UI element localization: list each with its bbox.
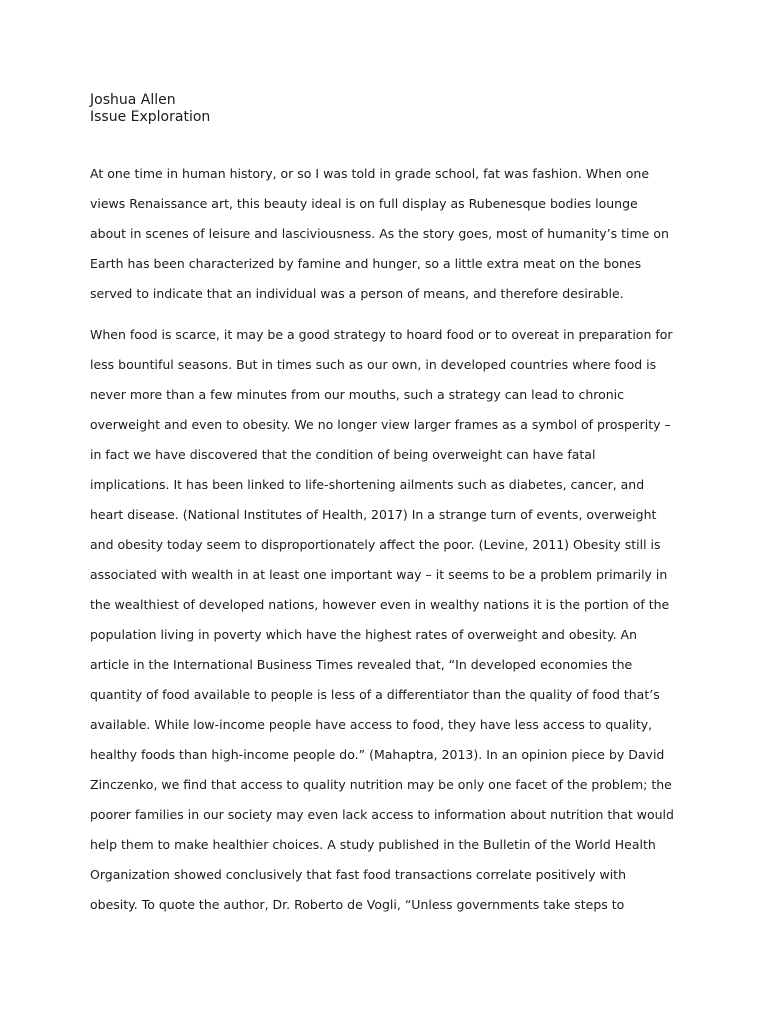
paragraph-2-line-19: Organization showed conclusively that fast food transactions correlate positively with: [90, 867, 627, 882]
paragraph-2-line-7: heart disease. (National Institutes of Health, 2017) In a strange turn of events, overweight: [90, 507, 657, 522]
paragraph-1-line-4: Earth has been characterized by famine and hunger, so a little extra meat on the bones: [90, 256, 642, 271]
document-title: Issue Exploration: [90, 109, 211, 125]
document-heading: [90, 92, 210, 126]
paragraph-2-line-2: less bountiful seasons. But in times such as our own, in developed countries where food is: [90, 357, 657, 372]
paragraph-2-line-6: implications. It has been linked to life-shortening ailments such as diabetes, cancer, and: [90, 477, 645, 492]
paragraph-1-line-2: views Renaissance art, this beauty ideal is on full display as Rubenesque bodies lounge: [90, 196, 638, 211]
paragraph-1-line-1: At one time in human history, or so I was told in grade school, fat was fashion. When one: [90, 166, 650, 181]
paragraph-2-line-14: available. While low-income people have access to food, they have less access to quality,: [90, 717, 653, 732]
paragraph-2-line-8: and obesity today seem to disproportionately affect the poor. (Levine, 2011) Obesity still is: [90, 537, 661, 552]
paragraph-2-line-13: quantity of food available to people is less of a differentiator than the quality of food that’s: [90, 687, 660, 702]
paragraph-1-line-3: about in scenes of leisure and lasciviousness. As the story goes, most of humanity’s time on: [90, 226, 669, 241]
paragraph-2-line-10: the wealthiest of developed nations, however even in wealthy nations it is the portion of the: [90, 597, 670, 612]
paragraph-2-line-12: article in the International Business Times revealed that, “In developed economies the: [90, 657, 633, 672]
paragraph-2-line-16: Zinczenko, we find that access to quality nutrition may be only one facet of the problem; the: [90, 777, 672, 792]
paragraph-2-line-15: healthy foods than high-income people do.” (Mahaptra, 2013). In an opinion piece by David: [90, 747, 665, 762]
paragraph-2-line-18: help them to make healthier choices. A study published in the Bulletin of the World Health: [90, 837, 656, 852]
paragraph-2-line-3: never more than a few minutes from our mouths, such a strategy can lead to chronic: [90, 387, 625, 402]
author-name: Joshua Allen: [90, 92, 176, 108]
paragraph-2-line-4: overweight and even to obesity. We no longer view larger frames as a symbol of prosperity –: [90, 417, 671, 432]
paragraph-2-line-11: population living in poverty which have the highest rates of overweight and obesity. An: [90, 627, 638, 642]
paragraph-2-line-9: associated with wealth in at least one important way – it seems to be a problem primarily in: [90, 567, 668, 582]
paragraph-2-line-5: in fact we have discovered that the condition of being overweight can have fatal: [90, 447, 596, 462]
paragraph-2-line-17: poorer families in our society may even lack access to information about nutrition that would: [90, 807, 674, 822]
paragraph-2-line-20: obesity. To quote the author, Dr. Roberto de Vogli, “Unless governments take steps to: [90, 897, 625, 912]
paragraph-2-line-1: When food is scarce, it may be a good strategy to hoard food or to overeat in preparation for: [90, 327, 673, 342]
paragraph-1-line-5: served to indicate that an individual was a person of means, and therefore desirable.: [90, 286, 624, 301]
